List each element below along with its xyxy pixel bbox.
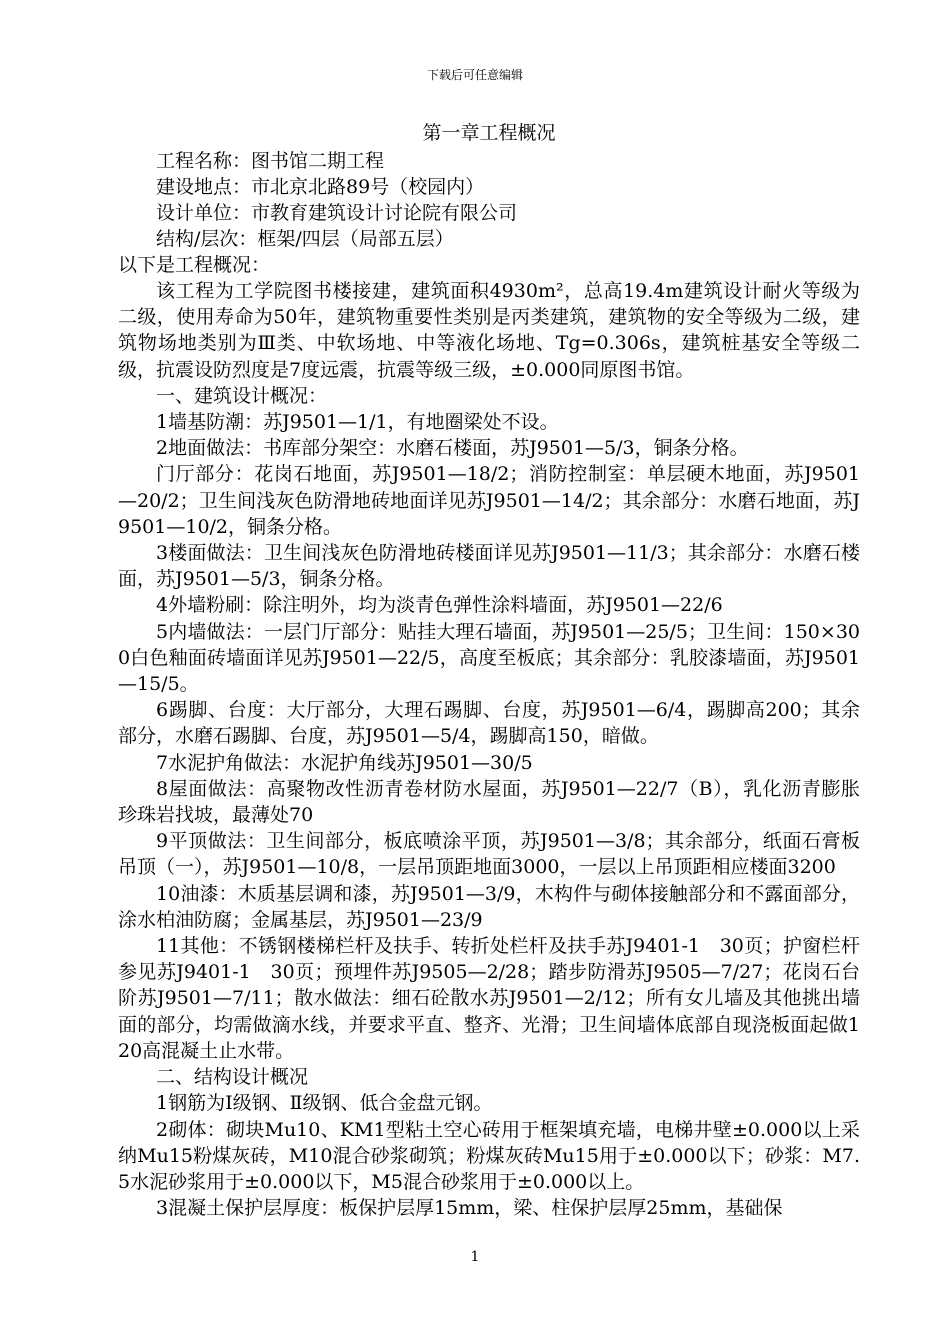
section-heading-structure: 二、结构设计概况	[156, 1066, 309, 1089]
section-heading-architecture: 一、建筑设计概况：	[156, 384, 328, 407]
paragraph-item: 门厅部分：花岗石地面，苏J9501—18/2；消防控制室：单层硬木地面，苏J9501—20/2；卫生间浅灰色防滑地砖地面详见苏J9501—14/2；其余部分：水磨石地面，苏J9501—10/2，铜条分格。	[118, 463, 860, 538]
intro-label: 以下是工程概况：	[118, 254, 271, 276]
page-number: 1	[470, 1249, 480, 1265]
paragraph-item: 8屋面做法：高聚物改性沥青卷材防水屋面，苏J9501—22/7（B），乳化沥青膨胀珍珠岩找坡，最薄处70	[118, 777, 860, 827]
paragraph-item: 3楼面做法：卫生间浅灰色防滑地砖楼面详见苏J9501—11/3；其余部分：水磨石楼面，苏J9501—5/3，铜条分格。	[118, 542, 860, 591]
document-body	[118, 120, 860, 1221]
paragraph-item: 11其他：不锈钢楼梯栏杆及扶手、转折处栏杆及扶手苏J9401-1 30页；护窗栏杆参见苏J9401-1 30页；预埋件苏J9505—2/28；踏步防滑苏J9505—7/27；花岗石台阶苏J9501—7/11；散水做法：细石砼散水苏J9501—2/12；所有女儿墙及其他挑出墙面的部分，均需做滴水线，并要求平直、整齐、光滑；卫生间墙体底部自现浇板面起做120高混凝土止水带。	[118, 935, 860, 1062]
paragraph-item: 7水泥护角做法：水泥护角线苏J9501—30/5	[156, 751, 533, 774]
paragraph-item: 2地面做法：书库部分架空：水磨石楼面，苏J9501—5/3，铜条分格。	[156, 437, 749, 460]
paragraph-item: 9平顶做法：卫生间部分，板底喷涂平顶，苏J9501—3/8；其余部分，纸面石膏板吊顶（一），苏J9501—10/8，一层吊顶距地面3000，一层以上吊顶距相应楼面3200	[118, 830, 860, 879]
paragraph-item: 4外墙粉刷：除注明外，均为淡青色弹性涂料墙面，苏J9501—22/6	[156, 594, 723, 617]
paragraph-overview: 该工程为工学院图书楼接建，建筑面积4930m²，总高19.4m建筑设计耐火等级为二级，使用寿命为50年，建筑物重要性类别是丙类建筑，建筑物的安全等级为二级，建筑物场地类别为Ⅲ类、中软场地、中等液化场地、Tg=0.306s，建筑桩基安全等级二级，抗震设防烈度是7度远震，抗震等级三级，±0.000同原图书馆。	[118, 280, 860, 381]
info-project-name: 工程名称：图书馆二期工程	[156, 150, 385, 172]
paragraph-item: 3混凝土保护层厚度：板保护层厚15mm，梁、柱保护层厚25mm，基础保	[156, 1197, 783, 1220]
paragraph-item: 1墙基防潮：苏J9501—1/1，有地圈梁处不设。	[156, 411, 559, 434]
chapter-title: 第一章工程概况	[422, 122, 556, 144]
paragraph-item: 6踢脚、台度：大厅部分，大理石踢脚、台度，苏J9501—6/4，踢脚高200；其余部分，水磨石踢脚、台度，苏J9501—5/4，踢脚高150，暗做。	[118, 699, 860, 748]
paragraph-item: 2砌体：砌块Mu10、KM1型粘土空心砖用于框架填充墙，电梯井壁±0.000以上采纳Mu15粉煤灰砖，M10混合砂浆砌筑；粉煤灰砖Mu15用于±0.000以下；砂浆：M7.5水泥砂浆用于±0.000以下，M5混合砂浆用于±0.000以上。	[118, 1118, 860, 1193]
header-note: 下载后可任意编辑	[426, 68, 523, 82]
info-design-unit: 设计单位：市教育建筑设计讨论院有限公司	[156, 202, 518, 224]
paragraph-item: 1钢筋为Ⅰ级钢、Ⅱ级钢、低合金盘元钢。	[156, 1092, 493, 1115]
paragraph-item: 5内墙做法：一层门厅部分：贴挂大理石墙面，苏J9501—25/5；卫生间：150×300白色釉面砖墙面详见苏J9501—22/5，高度至板底；其余部分：乳胶漆墙面，苏J9501—15/5。	[118, 620, 860, 696]
paragraph-item: 10油漆：木质基层调和漆，苏J9501—3/9，木构件与砌体接触部分和不露面部分，涂水柏油防腐；金属基层，苏J9501—23/9	[118, 882, 860, 931]
info-structure: 结构/层次：框架/四层（局部五层）	[156, 228, 454, 250]
info-location: 建设地点：市北京北路89号（校园内）	[156, 176, 485, 198]
